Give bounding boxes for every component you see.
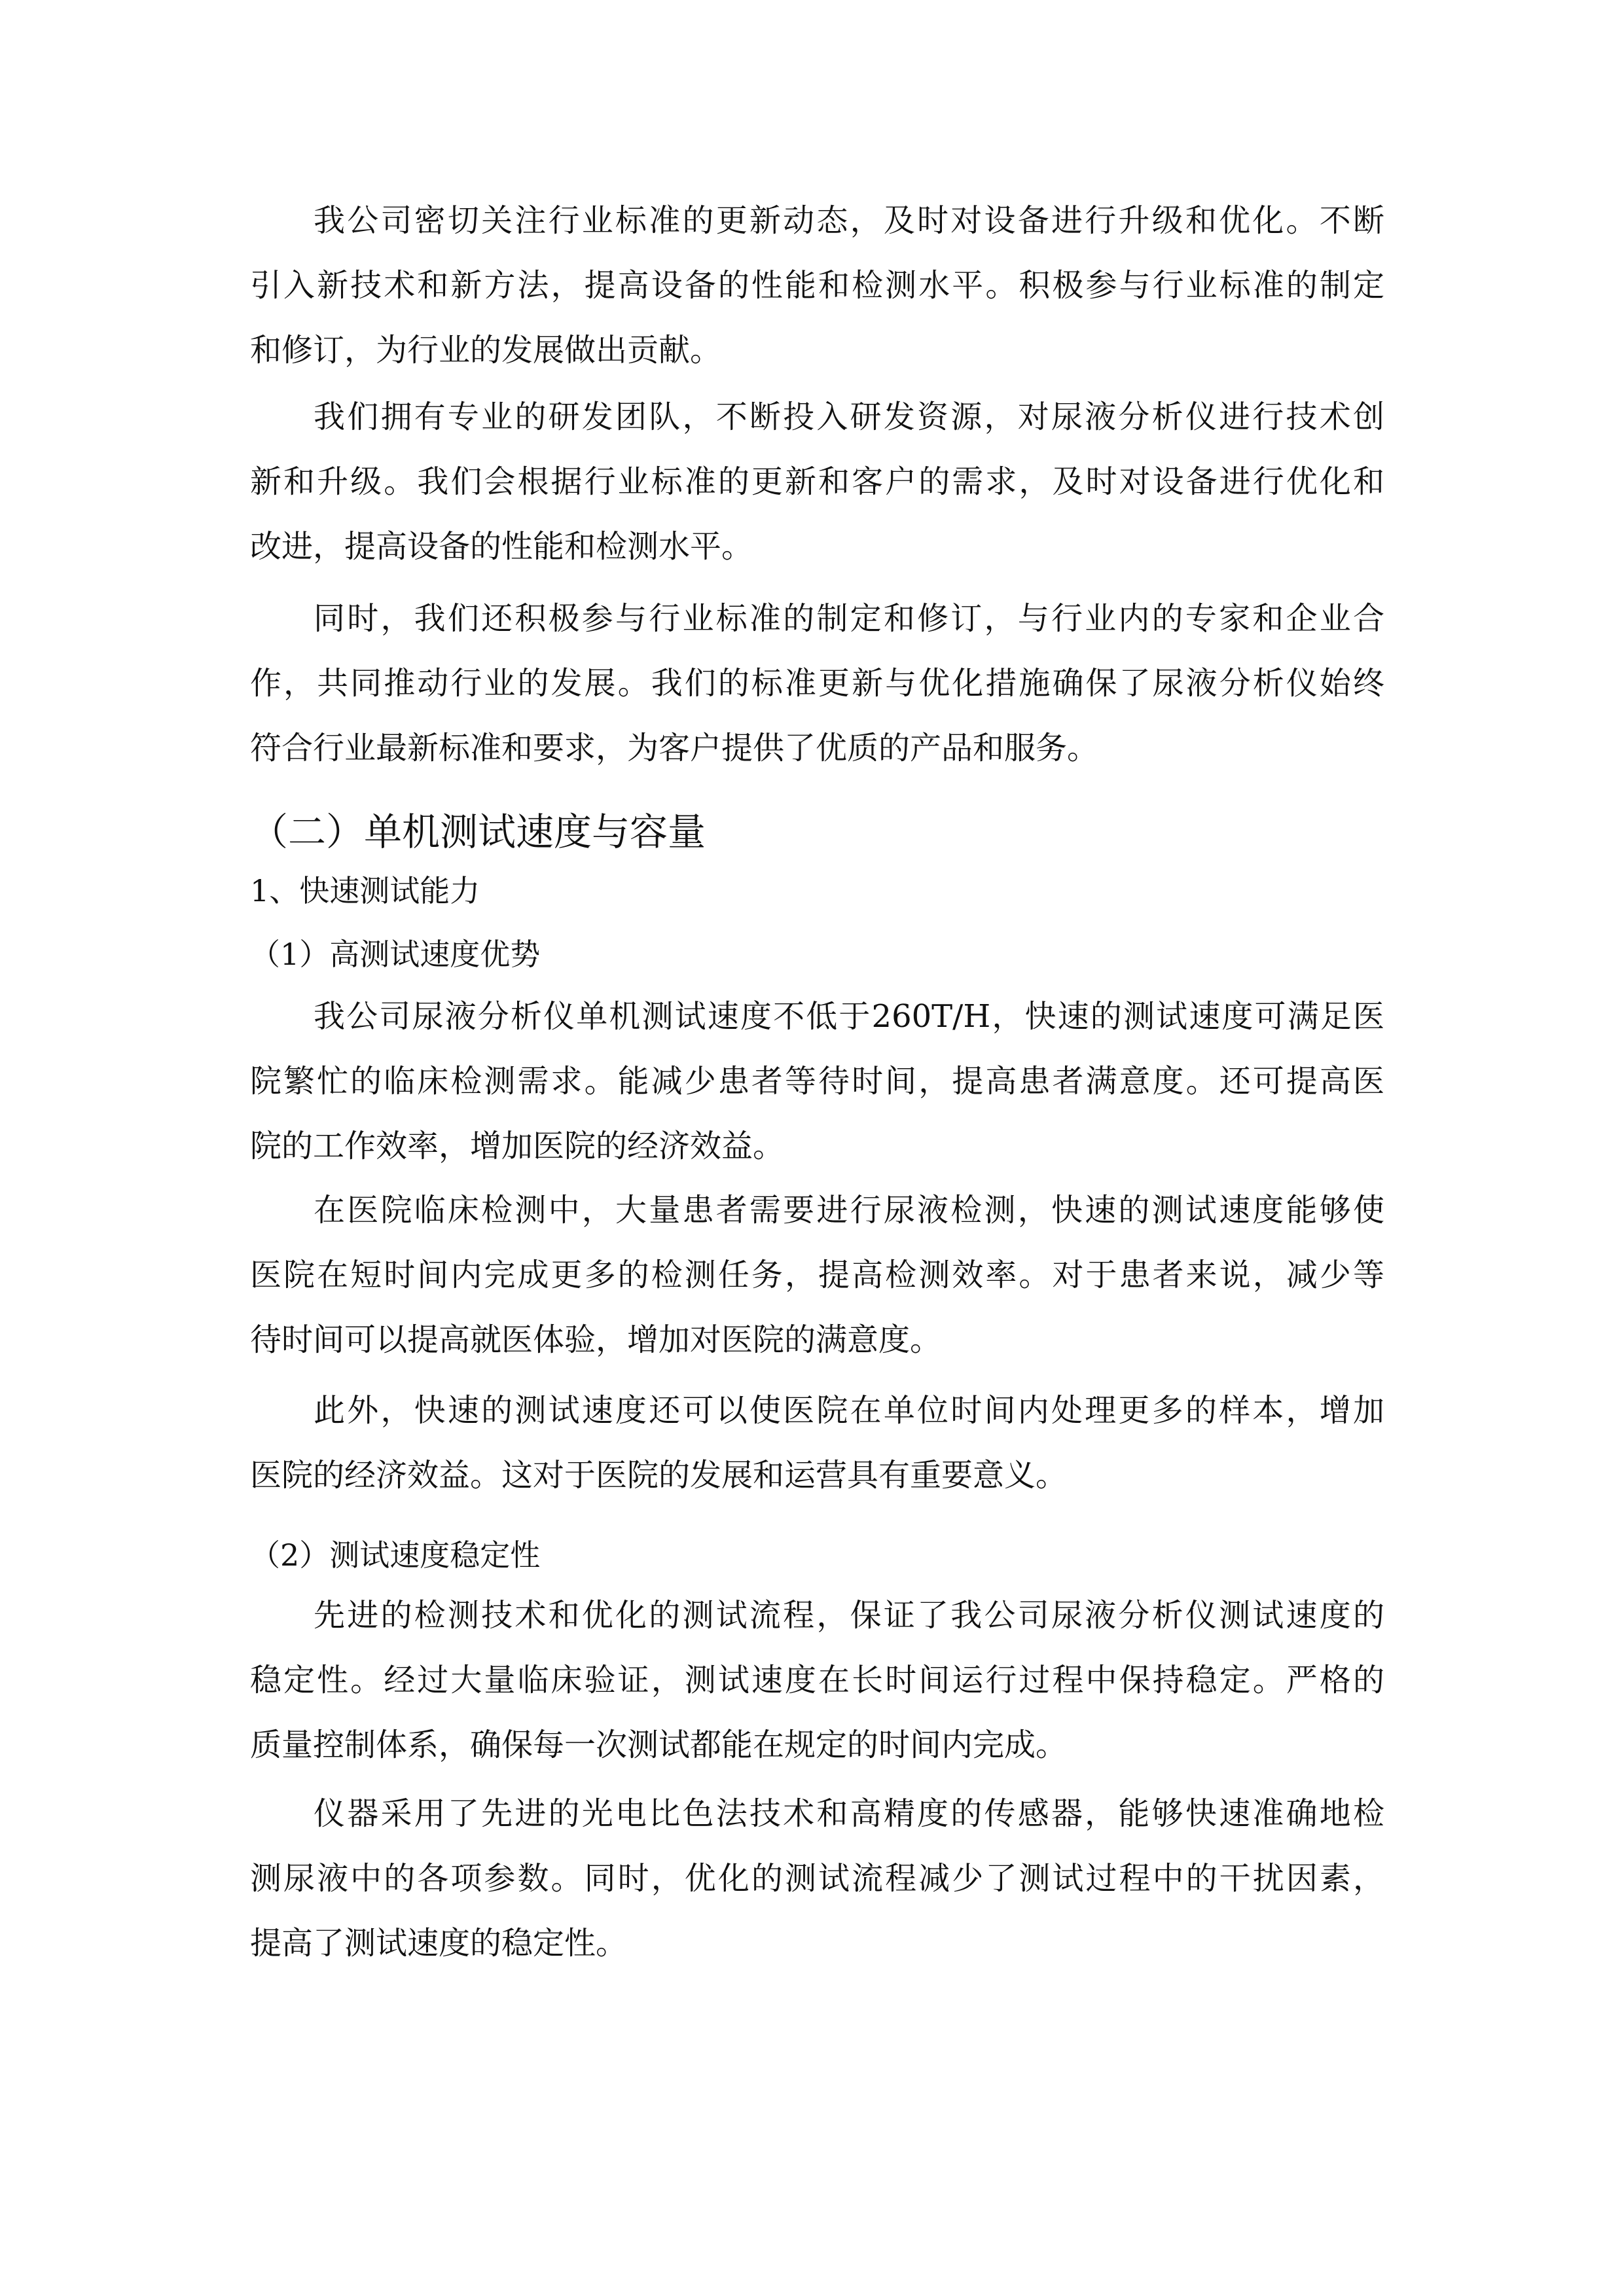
- text-line: 引入新技术和新方法，提高设备的性能和检测水平。积极参与行业标准的制定: [250, 267, 1384, 304]
- text-line: 院的工作效率，增加医院的经济效益。: [250, 1128, 785, 1164]
- text-line: 在医院临床检测中，大量患者需要进行尿液检测，快速的测试速度能够使: [314, 1192, 1384, 1229]
- text-line: 此外，快速的测试速度还可以使医院在单位时间内处理更多的样本，增加: [314, 1392, 1384, 1429]
- paragraph: [250, 1782, 1384, 1976]
- text-line: 我们拥有专业的研发团队，不断投入研发资源，对尿液分析仪进行技术创: [314, 399, 1384, 435]
- text-line: 测尿液中的各项参数。同时，优化的测试流程减少了测试过程中的干扰因素，: [250, 1860, 1384, 1897]
- text-line: 质量控制体系，确保每一次测试都能在规定的时间内完成。: [250, 1727, 1068, 1763]
- text-line: 同时，我们还积极参与行业标准的制定和修订，与行业内的专家和企业合: [314, 600, 1384, 637]
- text-line: 新和升级。我们会根据行业标准的更新和客户的需求，及时对设备进行优化和: [250, 463, 1384, 500]
- paragraph: [250, 1178, 1384, 1372]
- text-line: 稳定性。经过大量临床验证，测试速度在长时间运行过程中保持稳定。严格的: [250, 1662, 1384, 1698]
- paragraph: [250, 188, 1384, 383]
- paragraph: [250, 984, 1384, 1179]
- text-line: 作，共同推动行业的发展。我们的标准更新与优化措施确保了尿液分析仪始终: [250, 665, 1384, 702]
- text-line: 医院的经济效益。这对于医院的发展和运营具有重要意义。: [250, 1457, 1068, 1494]
- subsection-heading: 1、快速测试能力: [250, 873, 480, 908]
- paragraph: [250, 586, 1384, 781]
- text-line: 先进的检测技术和优化的测试流程，保证了我公司尿液分析仪测试速度的: [314, 1597, 1384, 1634]
- paragraph: [250, 385, 1384, 579]
- text-line: 仪器采用了先进的光电比色法技术和高精度的传感器，能够快速准确地检: [314, 1795, 1384, 1832]
- paragraph: [250, 1378, 1384, 1508]
- item-heading: （2）测试速度稳定性: [250, 1537, 541, 1573]
- text-line: 医院在短时间内完成更多的检测任务，提高检测效率。对于患者来说，减少等: [250, 1257, 1384, 1293]
- text-line: 符合行业最新标准和要求，为客户提供了优质的产品和服务。: [250, 730, 1099, 766]
- text-line: 改进，提高设备的性能和检测水平。: [250, 528, 753, 565]
- text-line: 我公司密切关注行业标准的更新动态，及时对设备进行升级和优化。不断: [314, 202, 1384, 239]
- text-line: 我公司尿液分析仪单机测试速度不低于260T/H，快速的测试速度可满足医: [314, 998, 1384, 1035]
- text-line: 待时间可以提高就医体验，增加对医院的满意度。: [250, 1321, 942, 1358]
- text-line: 和修订，为行业的发展做出贡献。: [250, 332, 722, 368]
- item-heading: （1）高测试速度优势: [250, 937, 541, 972]
- paragraph: [250, 1583, 1384, 1778]
- section-heading: （二）单机测试速度与容量: [250, 810, 706, 854]
- text-line: 提高了测试速度的稳定性。: [250, 1925, 628, 1962]
- text-line: 院繁忙的临床检测需求。能减少患者等待时间，提高患者满意度。还可提高医: [250, 1063, 1384, 1100]
